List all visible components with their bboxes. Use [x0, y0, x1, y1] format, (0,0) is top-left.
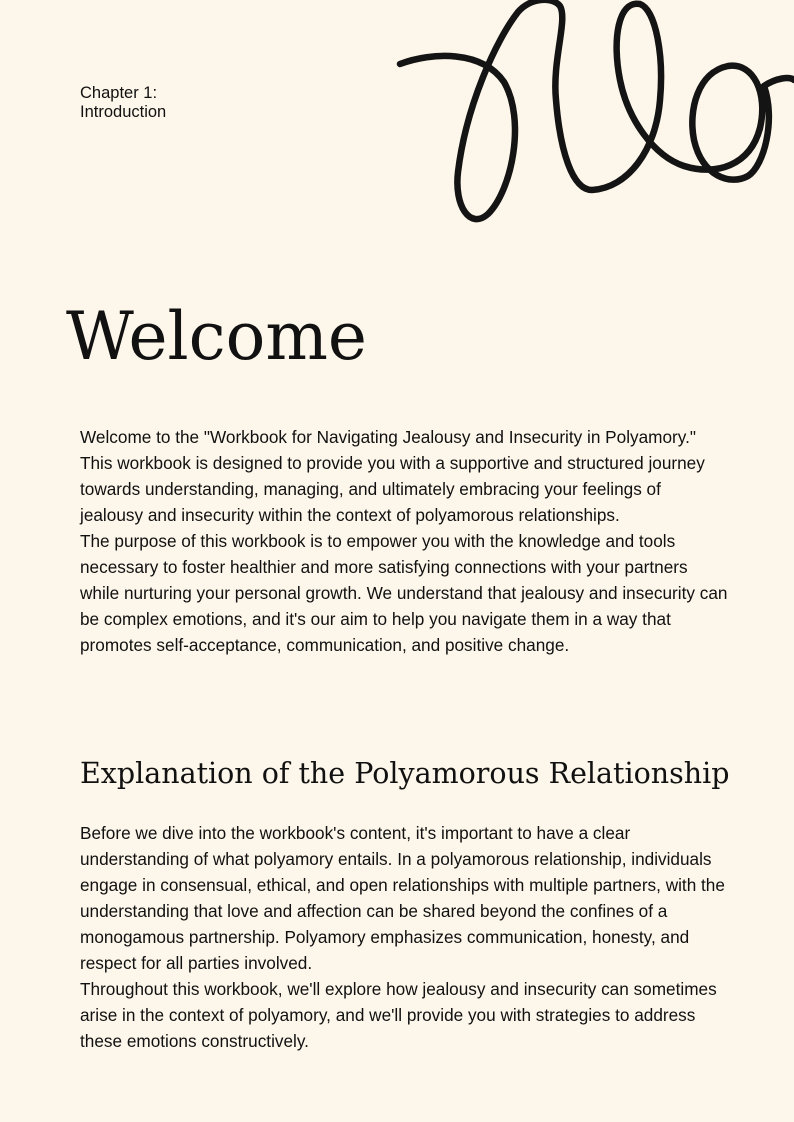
intro-paragraph: The purpose of this workbook is to empower you with the knowledge and tools necessary to foster healthier and more satisfying connections with your partners while nurturing your personal growth. We understand that jealousy and insecurity can be complex emotions, and it's our aim to help you navigate them in a way that promotes self-acceptance, communication, and positive change. — [80, 531, 728, 655]
section-heading: Explanation of the Polyamorous Relationship — [80, 757, 730, 790]
intro-text — [80, 424, 728, 658]
chapter-title: Introduction — [80, 103, 167, 121]
explanation-text — [80, 820, 728, 1054]
chapter-number: Chapter 1: — [80, 84, 158, 102]
decorative-squiggle-icon — [392, 0, 794, 230]
intro-paragraph: Welcome to the "Workbook for Navigating Jealousy and Insecurity in Polyamory." This workbook is designed to provide you with a supportive and structured journey towards understanding, managing, and ultimately embracing your feelings of jealousy and insecurity within the context of polyamorous relationships. — [80, 427, 705, 525]
page-title: Welcome — [66, 298, 367, 375]
chapter-label — [80, 84, 166, 122]
explanation-paragraph: Before we dive into the workbook's content, it's important to have a clear understanding of what polyamory entails. In a polyamorous relationship, individuals engage in consensual, ethical, and open relationships with multiple partners, with the understanding that love and affection can be shared beyond the confines of a monogamous partnership. Polyamory emphasizes communication, honesty, and respect for all parties involved. — [80, 823, 725, 973]
explanation-paragraph: Throughout this workbook, we'll explore how jealousy and insecurity can sometimes arise in the context of polyamory, and we'll provide you with strategies to address these emotions constructively. — [80, 979, 717, 1051]
